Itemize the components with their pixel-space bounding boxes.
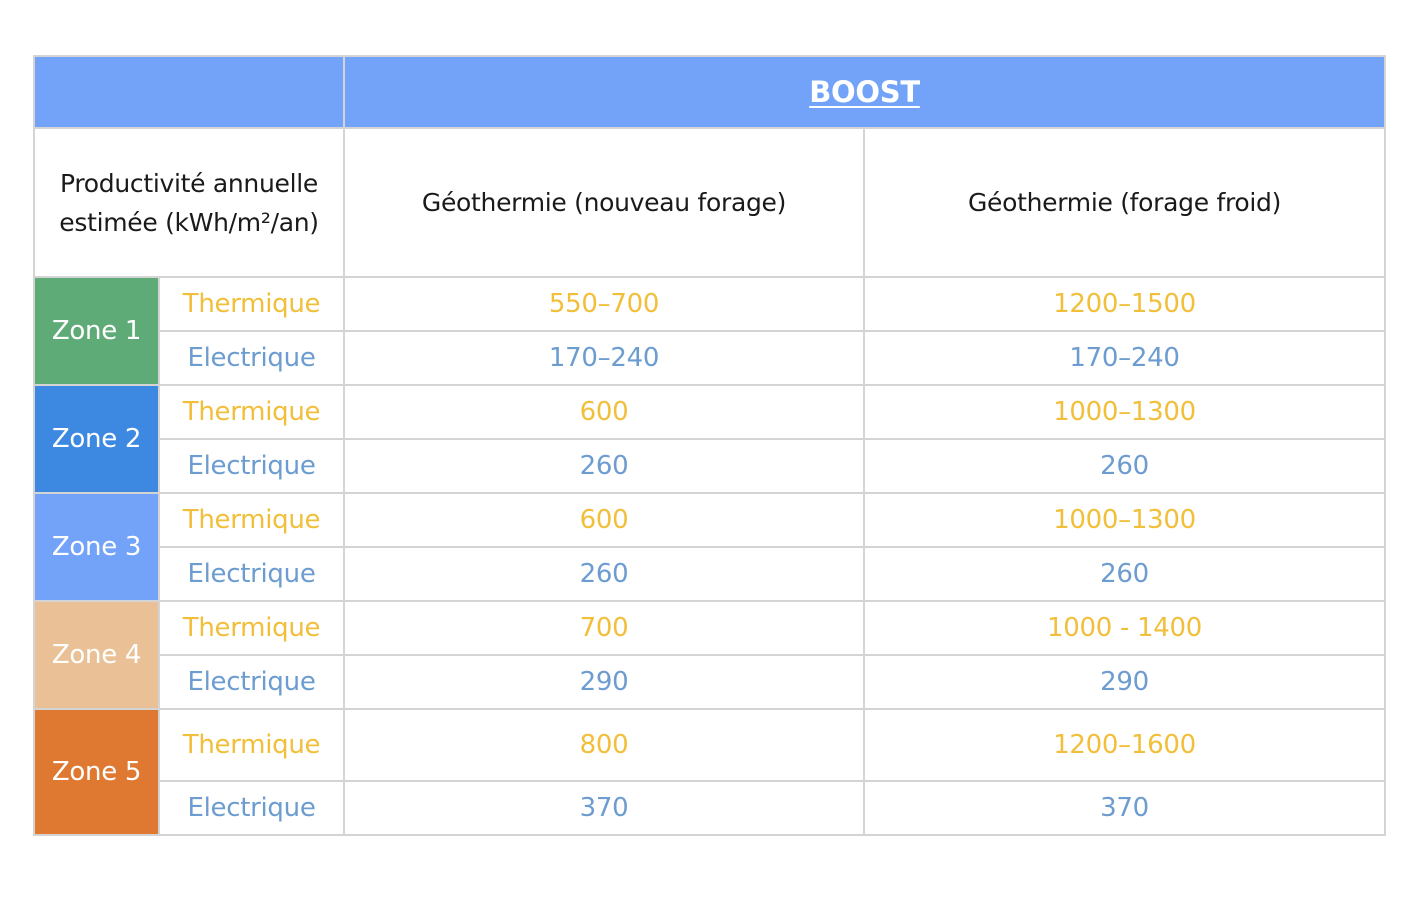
row-label-line1: Productivité annuelle [60, 168, 318, 198]
table-row [34, 277, 1385, 331]
boost-header-empty-cell [34, 56, 344, 128]
row-label-header [34, 128, 344, 277]
productivity-value: 1200–1600 [864, 709, 1385, 781]
boost-title: BOOST [344, 56, 1385, 128]
zone-label: Zone 1 [34, 277, 159, 385]
zone-label: Zone 5 [34, 709, 159, 835]
productivity-value: 290 [864, 655, 1385, 709]
productivity-value: 1000–1300 [864, 385, 1385, 439]
productivity-value: 550–700 [344, 277, 864, 331]
productivity-value: 600 [344, 385, 864, 439]
energy-type-label: Electrique [159, 781, 344, 835]
zone-label: Zone 3 [34, 493, 159, 601]
table-row [34, 781, 1385, 835]
productivity-value: 170–240 [344, 331, 864, 385]
productivity-value: 370 [864, 781, 1385, 835]
productivity-value: 1000 - 1400 [864, 601, 1385, 655]
productivity-value: 260 [864, 547, 1385, 601]
productivity-value: 700 [344, 601, 864, 655]
productivity-value: 1200–1500 [864, 277, 1385, 331]
productivity-table [33, 55, 1386, 836]
table-body [34, 56, 1385, 835]
energy-type-label: Electrique [159, 547, 344, 601]
column-header-row [34, 128, 1385, 277]
boost-header-row [34, 56, 1385, 128]
energy-type-label: Electrique [159, 439, 344, 493]
productivity-value: 1000–1300 [864, 493, 1385, 547]
productivity-value: 290 [344, 655, 864, 709]
productivity-value: 260 [344, 439, 864, 493]
zone-label: Zone 2 [34, 385, 159, 493]
productivity-value: 600 [344, 493, 864, 547]
row-label-line2: estimée (kWh/m²/an) [59, 207, 319, 237]
table-row [34, 709, 1385, 781]
energy-type-label: Thermique [159, 493, 344, 547]
column-header-forage-froid: Géothermie (forage froid) [864, 128, 1385, 277]
table-row [34, 439, 1385, 493]
energy-type-label: Electrique [159, 655, 344, 709]
energy-type-label: Thermique [159, 601, 344, 655]
zone-label: Zone 4 [34, 601, 159, 709]
productivity-value: 260 [864, 439, 1385, 493]
column-header-nouveau-forage: Géothermie (nouveau forage) [344, 128, 864, 277]
productivity-value: 260 [344, 547, 864, 601]
energy-type-label: Thermique [159, 277, 344, 331]
productivity-value: 370 [344, 781, 864, 835]
table-row [34, 331, 1385, 385]
productivity-value: 800 [344, 709, 864, 781]
table-row [34, 655, 1385, 709]
table-row [34, 601, 1385, 655]
productivity-value: 170–240 [864, 331, 1385, 385]
energy-type-label: Thermique [159, 385, 344, 439]
table-row [34, 385, 1385, 439]
table-row [34, 493, 1385, 547]
energy-type-label: Thermique [159, 709, 344, 781]
table-row [34, 547, 1385, 601]
energy-type-label: Electrique [159, 331, 344, 385]
